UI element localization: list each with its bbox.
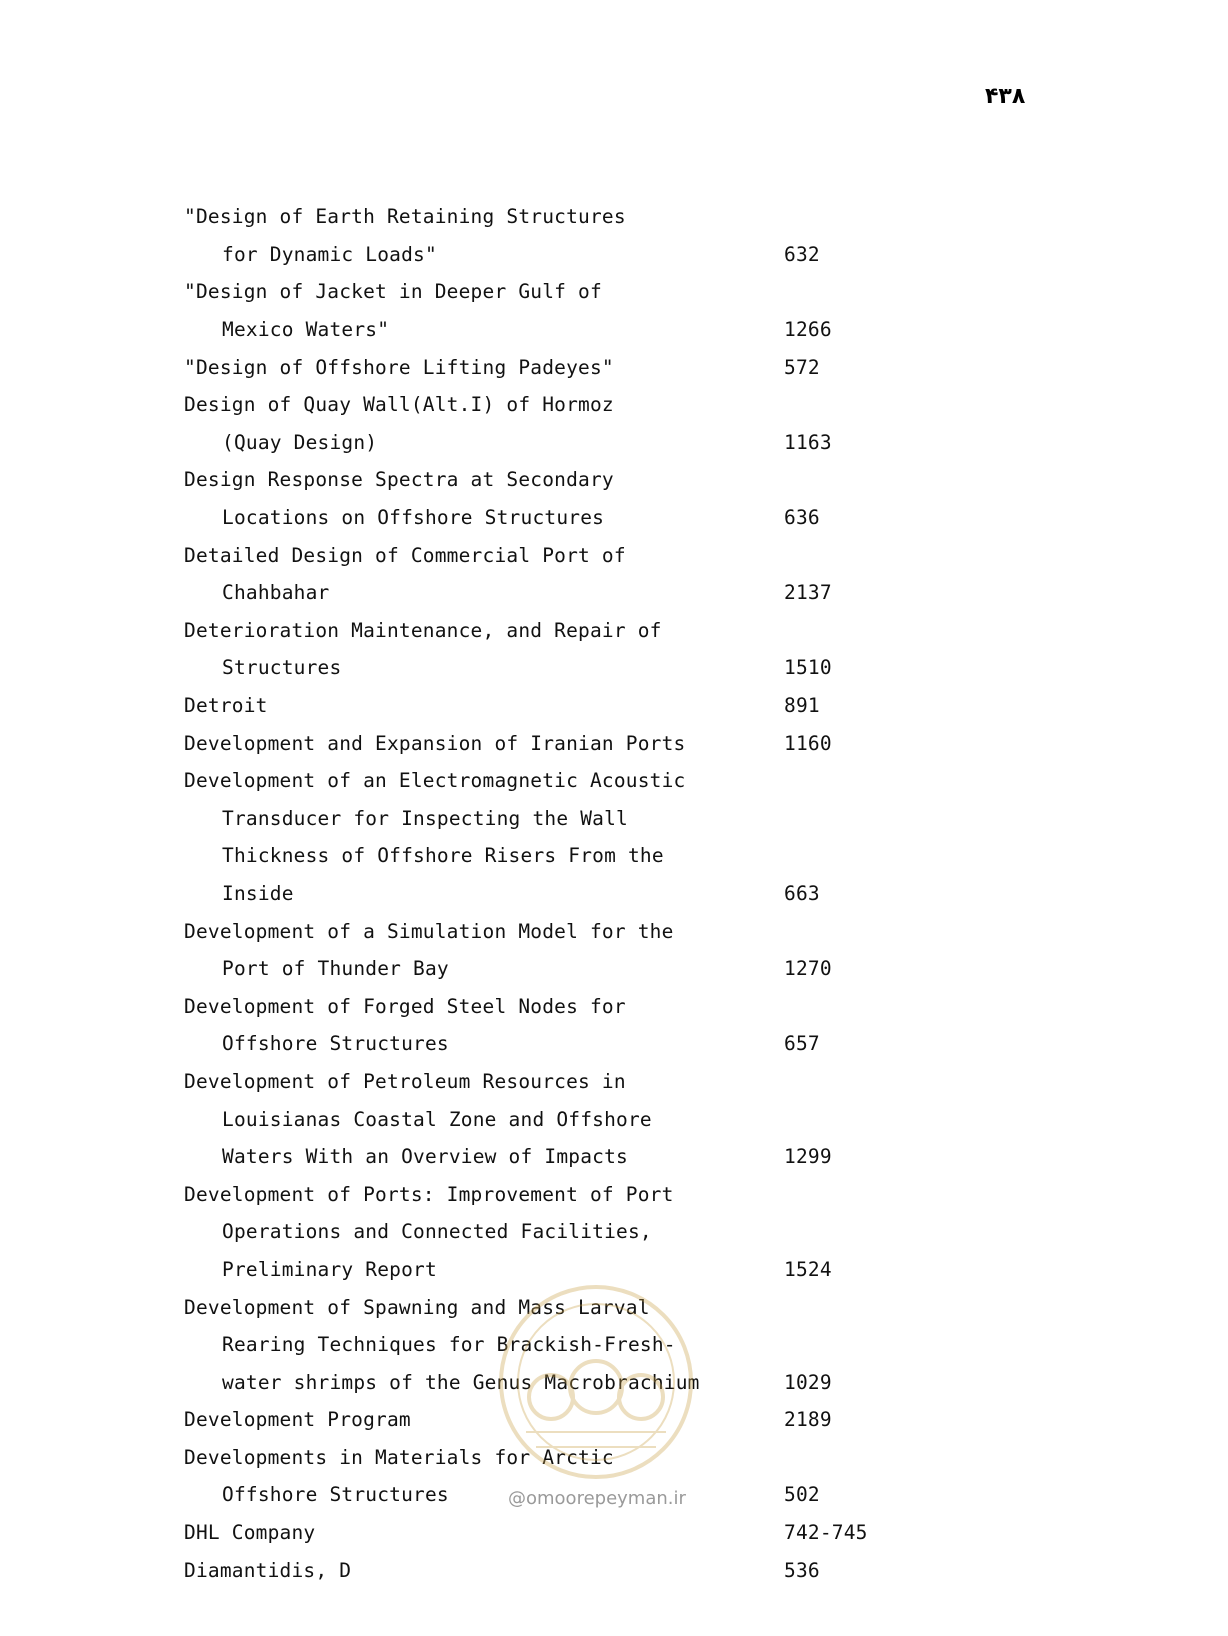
index-list	[184, 198, 904, 1589]
index-entry-text: for Dynamic Loads"	[222, 242, 437, 266]
index-page-number: 1029	[784, 1370, 832, 1394]
index-line	[184, 1251, 904, 1289]
index-entry-text: Design of Quay Wall(Alt.I) of Hormoz	[184, 393, 614, 417]
index-entry-text: Deterioration Maintenance, and Repair of	[184, 618, 662, 642]
index-entry-text: Development and Expansion of Iranian Ports	[184, 731, 686, 755]
index-page-number: 2189	[784, 1408, 832, 1432]
index-entry-text: Diamantidis, D	[184, 1558, 352, 1582]
index-line	[184, 386, 904, 424]
index-entry-text: Preliminary Report	[222, 1257, 437, 1281]
index-page-number: 2137	[784, 581, 832, 605]
index-entry-text: Thickness of Offshore Risers From the	[222, 844, 664, 868]
index-entry-text: Offshore Structures	[222, 1032, 449, 1056]
index-line	[184, 236, 904, 274]
index-entry-text: Louisianas Coastal Zone and Offshore	[222, 1107, 652, 1131]
index-line	[184, 950, 904, 988]
index-entry-text: Locations on Offshore Structures	[222, 506, 605, 530]
index-line	[184, 1439, 904, 1477]
index-line	[184, 1514, 904, 1552]
index-page-number: 1163	[784, 430, 832, 454]
index-page-number: 1270	[784, 957, 832, 981]
index-entry-text: DHL Company	[184, 1521, 316, 1545]
index-entry-text: Inside	[222, 881, 294, 905]
index-entry-text: Development of a Simulation Model for the	[184, 919, 674, 943]
index-line	[184, 461, 904, 499]
index-line	[184, 649, 904, 687]
index-entry-text: Development of Forged Steel Nodes for	[184, 994, 626, 1018]
index-page-number: 1524	[784, 1257, 832, 1281]
index-entry-text: "Design of Offshore Lifting Padeyes"	[184, 355, 614, 379]
index-entry-text: Mexico Waters"	[222, 318, 390, 342]
index-line	[184, 1551, 904, 1589]
index-page-number: 742-745	[784, 1521, 868, 1545]
index-line	[184, 1025, 904, 1063]
index-line	[184, 612, 904, 650]
index-entry-text: Development Program	[184, 1408, 411, 1432]
index-entry-text: Detroit	[184, 694, 268, 718]
index-entry-text: Waters With an Overview of Impacts	[222, 1145, 628, 1169]
index-line	[184, 1363, 904, 1401]
index-page-number: 1299	[784, 1145, 832, 1169]
index-line	[184, 837, 904, 875]
index-line	[184, 687, 904, 725]
watermark-text: @omoorepeyman.ir	[508, 1488, 686, 1509]
index-entry-text: "Design of Jacket in Deeper Gulf of	[184, 280, 602, 304]
index-line	[184, 724, 904, 762]
index-entry-text: Operations and Connected Facilities,	[222, 1220, 652, 1244]
index-page-number: 1510	[784, 656, 832, 680]
index-line	[184, 800, 904, 838]
index-page-number: 657	[784, 1032, 820, 1056]
index-entry-text: Rearing Techniques for Brackish-Fresh-	[222, 1333, 676, 1357]
index-page-number: 663	[784, 881, 820, 905]
index-entry-text: Detailed Design of Commercial Port of	[184, 543, 626, 567]
index-line	[184, 1213, 904, 1251]
index-line	[184, 1288, 904, 1326]
index-entry-text: (Quay Design)	[222, 430, 378, 454]
index-line	[184, 499, 904, 537]
index-entry-text: Development of Spawning and Mass Larval	[184, 1295, 650, 1319]
index-line	[184, 1401, 904, 1439]
index-entry-text: Port of Thunder Bay	[222, 957, 449, 981]
index-line	[184, 1100, 904, 1138]
index-entry-text: Structures	[222, 656, 342, 680]
index-entry-text: water shrimps of the Genus Macrobrachium	[222, 1370, 700, 1394]
index-line	[184, 1063, 904, 1101]
index-entry-text: Development of Ports: Improvement of Port	[184, 1182, 674, 1206]
index-line	[184, 1175, 904, 1213]
index-page-number: 636	[784, 506, 820, 530]
index-entry-text: Chahbahar	[222, 581, 330, 605]
index-line	[184, 1326, 904, 1364]
index-line	[184, 424, 904, 462]
index-entry-text: Transducer for Inspecting the Wall	[222, 806, 628, 830]
index-page-number: 572	[784, 355, 820, 379]
index-line	[184, 273, 904, 311]
index-line	[184, 875, 904, 913]
index-line	[184, 536, 904, 574]
index-line	[184, 198, 904, 236]
index-entry-text: Offshore Structures	[222, 1483, 449, 1507]
index-entry-text: Developments in Materials for Arctic	[184, 1445, 614, 1469]
index-entry-text: Development of an Electromagnetic Acoustic	[184, 769, 686, 793]
index-page-number: 502	[784, 1483, 820, 1507]
index-line	[184, 1138, 904, 1176]
index-line	[184, 987, 904, 1025]
index-line	[184, 762, 904, 800]
index-entry-text: Design Response Spectra at Secondary	[184, 468, 614, 492]
index-line	[184, 348, 904, 386]
index-line	[184, 311, 904, 349]
index-entry-text: "Design of Earth Retaining Structures	[184, 205, 626, 229]
index-page-number: 632	[784, 242, 820, 266]
index-page-number: 1266	[784, 318, 832, 342]
index-line	[184, 912, 904, 950]
page-number: ۴۳۸	[985, 84, 1026, 109]
index-line	[184, 574, 904, 612]
index-page-number: 1160	[784, 731, 832, 755]
index-entry-text: Development of Petroleum Resources in	[184, 1069, 626, 1093]
index-page-number: 891	[784, 694, 820, 718]
index-page-number: 536	[784, 1558, 820, 1582]
